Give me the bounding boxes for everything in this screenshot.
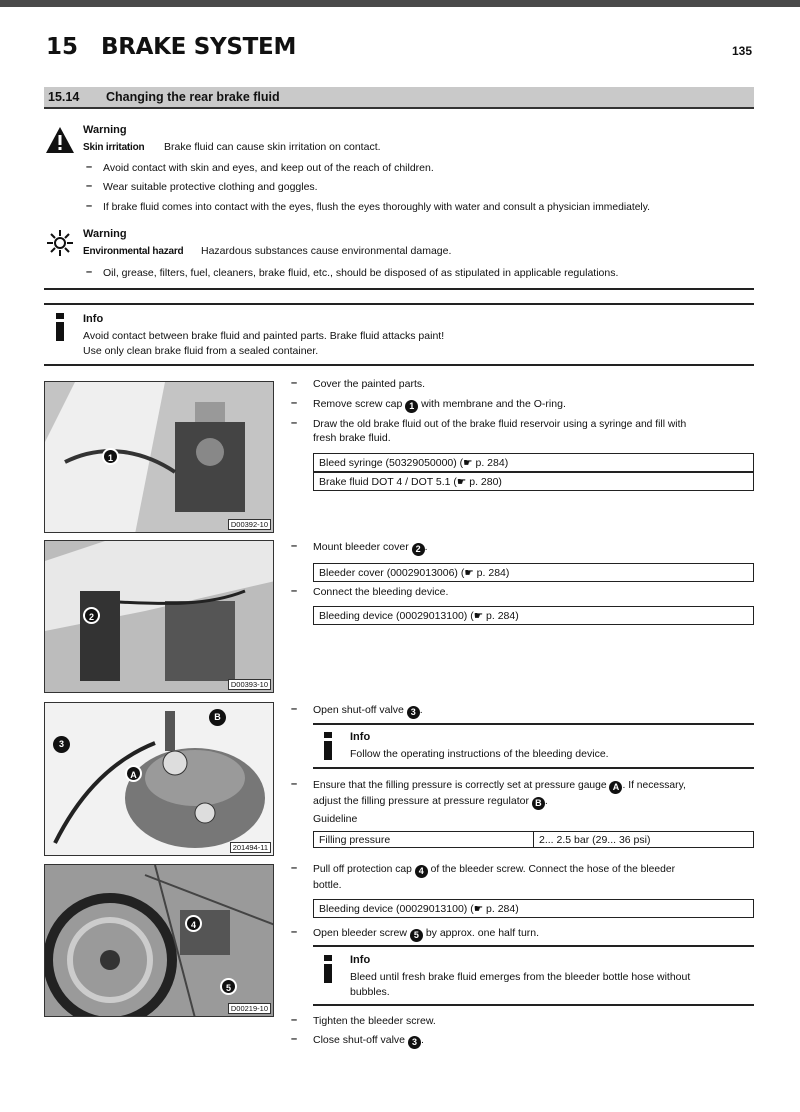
callout-A-inline: A bbox=[609, 781, 622, 794]
step-text: adjust the filling pressure at pressure regulator B . bbox=[313, 795, 548, 808]
photo-code: D00392-10 bbox=[228, 519, 271, 530]
divider bbox=[313, 723, 754, 725]
info-heading: Info bbox=[350, 731, 371, 743]
reference-box: Brake fluid DOT 4 / DOT 5.1 (☛ p. 280) bbox=[313, 472, 754, 491]
divider bbox=[313, 1004, 754, 1006]
step-text: Open shut-off valve 3 . bbox=[313, 704, 423, 717]
info1-heading: Info bbox=[83, 313, 104, 325]
info-text: bubbles. bbox=[350, 986, 390, 998]
warning1-text: Brake fluid can cause skin irritation on contact. bbox=[164, 141, 381, 153]
bullet-dash: – bbox=[86, 266, 93, 278]
divider bbox=[44, 288, 754, 290]
photo-bleeder-screw bbox=[44, 864, 274, 1017]
callout-1: 1 bbox=[102, 448, 119, 465]
photo-bleeder-cover bbox=[44, 540, 274, 693]
warning2-subject: Environmental hazard bbox=[83, 246, 184, 257]
callout-2-inline: 2 bbox=[412, 543, 425, 556]
top-border bbox=[0, 0, 800, 7]
callout-4-inline: 4 bbox=[415, 865, 428, 878]
bullet-dash: – bbox=[291, 397, 298, 409]
warning2-bullet: Oil, grease, filters, fuel, cleaners, brake fluid, etc., should be disposed of as stipulated in applicable regulations. bbox=[103, 267, 619, 279]
divider bbox=[44, 303, 754, 305]
callout-A: A bbox=[125, 765, 142, 782]
warning1-bullet: Avoid contact with skin and eyes, and keep out of the reach of children. bbox=[103, 162, 434, 174]
photo-code: D00219-10 bbox=[228, 1003, 271, 1014]
chapter-title: BRAKE SYSTEM bbox=[101, 34, 297, 60]
step-text: bottle. bbox=[313, 879, 342, 891]
spec-value: 2... 2.5 bar (29... 36 psi) bbox=[533, 831, 754, 848]
step-text: Tighten the bleeder screw. bbox=[313, 1015, 436, 1027]
step-text: Cover the painted parts. bbox=[313, 378, 426, 390]
step-text: Open bleeder screw 5 by approx. one half turn. bbox=[313, 927, 540, 940]
guideline-label: Guideline bbox=[313, 813, 358, 825]
page-number: 135 bbox=[732, 44, 753, 58]
callout-5: 5 bbox=[220, 978, 237, 995]
environment-hazard-icon bbox=[45, 228, 75, 258]
step-text: Close shut-off valve 3 . bbox=[313, 1034, 424, 1047]
step-text: fresh brake fluid. bbox=[313, 432, 391, 444]
info-heading: Info bbox=[350, 954, 371, 966]
warning1-heading: Warning bbox=[83, 124, 127, 136]
info1-line: Use only clean brake fluid from a sealed container. bbox=[83, 345, 319, 357]
info-icon bbox=[318, 955, 338, 983]
step-text: Draw the old brake fluid out of the brake fluid reservoir using a syringe and fill with bbox=[313, 419, 687, 430]
bullet-dash: – bbox=[291, 1033, 298, 1045]
step-text: Connect the bleeding device. bbox=[313, 586, 449, 598]
section-heading bbox=[44, 87, 754, 109]
divider bbox=[313, 767, 754, 769]
divider bbox=[313, 945, 754, 947]
bullet-dash: – bbox=[291, 703, 298, 715]
bullet-dash: – bbox=[291, 862, 298, 874]
info1-line: Avoid contact between brake fluid and painted parts. Brake fluid attacks paint! bbox=[83, 330, 445, 342]
info-icon bbox=[50, 313, 70, 341]
step-text: Pull off protection cap 4 of the bleeder screw. Connect the hose of the bleeder bbox=[313, 864, 676, 876]
step-text: Mount bleeder cover 2 . bbox=[313, 541, 428, 554]
callout-4: 4 bbox=[185, 915, 202, 932]
photo-code: 201494-11 bbox=[230, 842, 271, 853]
section-title: Changing the rear brake fluid bbox=[106, 90, 280, 104]
info-text: Bleed until fresh brake fluid emerges from the bleeder bottle hose without bbox=[350, 971, 691, 983]
callout-3-inline: 3 bbox=[407, 706, 420, 719]
divider bbox=[44, 364, 754, 366]
warning1-bullet: If brake fluid comes into contact with the eyes, flush the eyes thoroughly with water and consult a physician immediately. bbox=[103, 202, 650, 213]
info-icon bbox=[318, 732, 338, 760]
bullet-dash: – bbox=[291, 417, 298, 429]
reference-box: Bleed syringe (50329050000) (☛ p. 284) bbox=[313, 453, 754, 472]
callout-5-inline: 5 bbox=[410, 929, 423, 942]
callout-B: B bbox=[209, 709, 226, 726]
photo-code: D00393-10 bbox=[228, 679, 271, 690]
callout-1-inline: 1 bbox=[405, 400, 418, 413]
reference-box: Bleeder cover (00029013006) (☛ p. 284) bbox=[313, 563, 754, 582]
reference-box: Bleeding device (00029013100) (☛ p. 284) bbox=[313, 606, 754, 625]
bullet-dash: – bbox=[291, 377, 298, 389]
info-text: Follow the operating instructions of the bleeding device. bbox=[350, 748, 609, 760]
bullet-dash: – bbox=[291, 585, 298, 597]
bullet-dash: – bbox=[291, 540, 298, 552]
warning1-bullet: Wear suitable protective clothing and goggles. bbox=[103, 181, 318, 193]
warning2-text: Hazardous substances cause environmental damage. bbox=[201, 245, 452, 257]
bullet-dash: – bbox=[291, 926, 298, 938]
bullet-dash: – bbox=[86, 180, 93, 192]
chapter-number: 15 bbox=[46, 34, 79, 60]
spec-label: Filling pressure bbox=[313, 831, 534, 848]
bullet-dash: – bbox=[291, 1014, 298, 1026]
callout-3: 3 bbox=[53, 736, 70, 753]
bullet-dash: – bbox=[86, 161, 93, 173]
bullet-dash: – bbox=[86, 200, 93, 212]
callout-2: 2 bbox=[83, 607, 100, 624]
warning-triangle-icon bbox=[45, 126, 75, 154]
photo-brake-reservoir bbox=[44, 381, 274, 533]
bullet-dash: – bbox=[291, 778, 298, 790]
callout-B-inline: B bbox=[532, 797, 545, 810]
reference-box: Bleeding device (00029013100) (☛ p. 284) bbox=[313, 899, 754, 918]
callout-3-inline: 3 bbox=[408, 1036, 421, 1049]
section-number: 15.14 bbox=[48, 90, 80, 104]
step-text: Remove screw cap 1 with membrane and the O-ring. bbox=[313, 398, 566, 411]
warning2-heading: Warning bbox=[83, 228, 127, 240]
step-text: Ensure that the filling pressure is correctly set at pressure gauge A . If necessary, bbox=[313, 780, 686, 792]
warning1-subject: Skin irritation bbox=[83, 142, 145, 153]
photo-bleeding-device bbox=[44, 702, 274, 856]
